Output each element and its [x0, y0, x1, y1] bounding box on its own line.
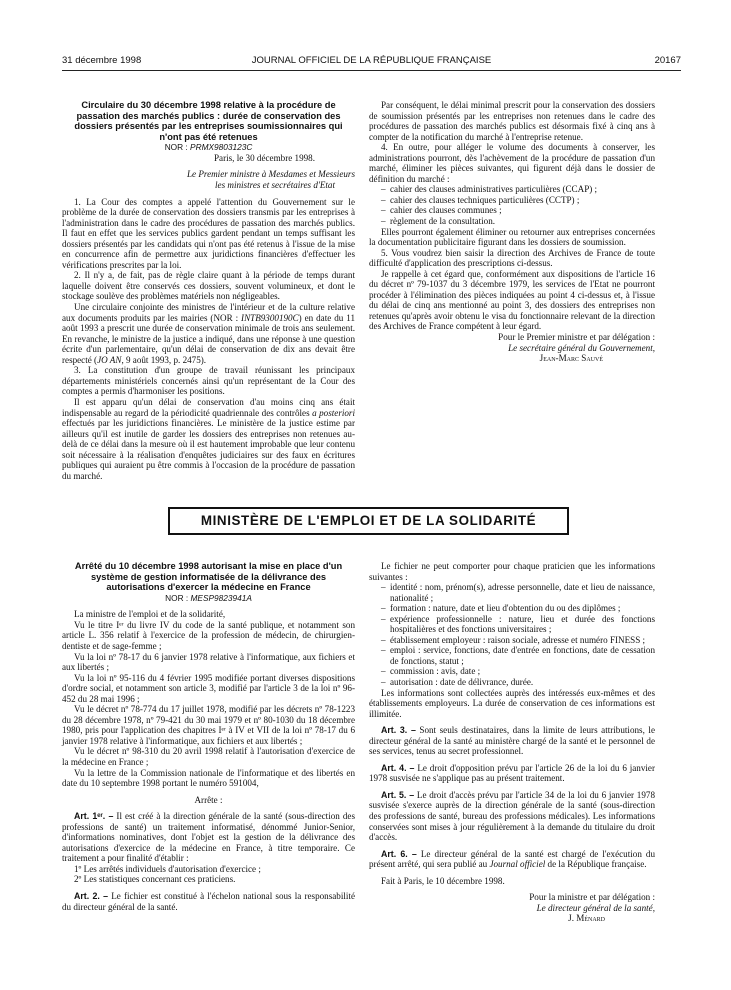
article-3: Art. 3. – Sont seuls destinataires, dans la limite de leurs attributions, le directeur général de la santé au ministère chargé de la santé et le personnel de ses services, tenus au secret professionnel.: [369, 725, 655, 757]
fichier-information-list: [369, 582, 655, 687]
circulaire-paragraph-1: 1. La Cour des comptes a appelé l'attention du Gouvernement sur le problème de la durée de conservation des dossiers transmis par les entreprises à l'administration dans le cadre des procédures de passation des marchés publics. Il faut en effet que les services publics gardent pendant un temps suffisant les dossiers présentés par les candidats qui n'ont pas été retenus à l'issue de la mise en concurrence afin de permettre aux juridictions financières d'effectuer les vérifications prescrites par la loi.: [62, 196, 355, 270]
arrete-column-right: [369, 561, 655, 924]
circulaire-signature-title: Le secrétaire général du Gouvernement,: [508, 342, 655, 353]
list-item: – cahier des clauses administratives particulières (CCAP) ;: [381, 184, 655, 195]
arrete-vu-6: Vu la lettre de la Commission nationale de l'informatique et des libertés en date du 10 septembre 1998 portant le numéro 591004,: [62, 767, 355, 789]
article-4: Art. 4. – Le droit d'opposition prévu par l'article 26 de la loi du 6 janvier 1978 susvisée ne s'applique pas au présent traitement.: [369, 762, 655, 784]
circulaire-paragraph-5: Il est apparu qu'un délai de conservation d'au moins cinq ans était indispensable au regard de la périodicité quadriennale des contrôles a posteriori effectués par les juridictions financières. Le ministère de la justice estime par ailleurs qu'il est inutile de garder les dossiers des entreprises non retenues au-delà de ce délai dans la mesure où il est hautement improbable que leur contenu soit nécessaire à la réalisation d'enquêtes judiciaires sur des faux en écritures publiques qui auraient pu être commis à l'occasion de la procédure de passation du marché.: [62, 396, 355, 481]
article-2: Art. 2. – Le fichier est constitué à l'échelon national sous la responsabilité du directeur général de la santé.: [62, 891, 355, 912]
header-page-number: 20167: [654, 55, 681, 66]
list-item: – identité : nom, prénom(s), adresse personnelle, date et lieu de naissance, nationalité ;: [381, 582, 655, 603]
circulaire-paragraph-2: 2. Il n'y a, de fait, pas de règle claire quant à la période de temps durant laquelle doivent être conservés ces dossiers, souvent volumineux, et dont le stockage soulève des problèmes matériels non négligeables.: [62, 270, 355, 302]
arrete-vu-2: Vu la loi nº 78-17 du 6 janvier 1978 relative à l'informatique, aux fichiers et aux libertés ;: [62, 651, 355, 673]
list-item: – cahier des clauses techniques particulières (CCTP) ;: [381, 195, 655, 206]
arrete-vu-4: Vu le décret nº 78-774 du 17 juillet 1978, modifié par les décrets nº 78-1223 du 28 décembre 1978, nº 79-421 du 30 mai 1979 et nº 80-1030 du 18 décembre 1980, pris pour l'application des chapitres Iᵉʳ à IV et VII de la loi nº 78-17 du 6 janvier 1978 relative à l'informatique, aux fichiers et aux libertés ;: [62, 704, 355, 746]
circulaire-paragraph-9: 5. Vous voudrez bien saisir la direction des Archives de France de toute difficulté d'application des prescriptions ci-dessus.: [369, 247, 655, 269]
arrete-label: Arrête :: [194, 794, 223, 805]
ministry-banner: MINISTÈRE DE L'EMPLOI ET DE LA SOLIDARITÉ: [168, 507, 569, 535]
arrete-column-left: [62, 561, 355, 912]
article-1-label: Art. 1ᵉʳ. –: [74, 811, 114, 822]
arrete-vu-1: Vu le titre Iᵉʳ du livre IV du code de la santé publique, et notamment son article L. 356 relatif à l'exercice de la profession de médecin, de chirurgien-dentiste et de sage-femme ;: [62, 619, 355, 651]
header-journal-title: JOURNAL OFFICIEL DE LA RÉPUBLIQUE FRANÇAISE: [251, 55, 492, 66]
circulaire-paragraph-3: Une circulaire conjointe des ministres de l'intérieur et de la culture relative aux documents produits par les mairies (NOR : INTB9300190C) en date du 11 août 1993 a prescrit une durée de conservation minimale de trois ans seulement. En revanche, le ministre de la justice a indiqué, dans une réponse à une question écrite d'un parlementaire, qu'un délai de conservation de dix ans devait être respecté (JO AN, 9 août 1993, p. 2475).: [62, 302, 355, 365]
circulaire-paragraph-7: 4. En outre, pour alléger le volume des documents à conserver, les administrations pourront, dès l'achèvement de la procédure de passation d'un marché, éliminer les pièces suivantes, qui figurent déjà dans le dossier de définition du marché :: [369, 142, 655, 184]
article-6: Art. 6. – Le directeur général de la santé est chargé de l'exécution du présent arrêté, qui sera publié au Journal officiel de la République française.: [369, 848, 655, 870]
article-5: Art. 5. – Le droit d'accès prévu par l'article 34 de la loi du 6 janvier 1978 susvisée s'exerce auprès de la direction générale de la santé (sous-direction des professions de santé, bureau des professions médicales). Les informations conservées sont mises à jour régulièrement à la demande du titulaire du droit d'accès.: [369, 789, 655, 843]
article-6-label: Art. 6. –: [381, 848, 417, 859]
circulaire-paragraph-8: Elles pourront également éliminer ou retourner aux entreprises concernées la documentation publicitaire figurant dans les dossiers de soumission.: [369, 226, 655, 248]
arrete-nor: NOR : MESP9823941A: [165, 592, 252, 603]
arrete-signature-title: Le directeur général de la santé,: [536, 902, 655, 913]
circulaire-document-list: [369, 184, 655, 226]
circulaire-paragraph-10: Je rappelle à cet égard que, conformément aux dispositions de l'article 16 du décret nº 79-1037 du 3 décembre 1979, les services de l'Etat ne pourront procéder à l'élimination des pièces indiquées au point 4 ci-dessus et, à l'issue du délai de cinq ans mentionné au point 3, des dossiers des entreprises non retenues qu'après avoir obtenu le visa du fonctionnaire relevant de la direction des Archives de France compétent à leur égard.: [369, 268, 655, 332]
article-3-label: Art. 3. –: [381, 725, 416, 736]
list-item: – commission : avis, date ;: [381, 666, 655, 677]
circulaire-title: Circulaire du 30 décembre 1998 relative à la procédure de passation des marchés publics : durée de conservation des dossiers présentés par les entreprises soumissionnaires qui n'ont pas été retenues: [74, 100, 343, 142]
circulaire-column-left: [62, 100, 355, 481]
circulaire-signature-delegation: Pour le Premier ministre et par délégation :: [498, 332, 655, 343]
list-item: – emploi : service, fonctions, date d'entrée en fonctions, date de cessation de fonctions, statut ;: [381, 645, 655, 666]
list-item: – établissement employeur : raison sociale, adresse et numéro FINESS ;: [381, 635, 655, 646]
arrete-minister: La ministre de l'emploi et de la solidarité,: [74, 609, 226, 620]
list-item: – règlement de la consultation.: [381, 216, 655, 227]
header-rule: [62, 70, 681, 71]
circulaire-paragraph-6: Par conséquent, le délai minimal prescrit pour la conservation des dossiers de soumission présentés par les entreprises non retenues dans le cadre des procédures de passation des marchés publics est désormais fixé à cinq ans à compter de la notification du marché à l'entreprise retenue.: [369, 100, 655, 142]
article-4-label: Art. 4. –: [381, 762, 415, 773]
arrete-signature-delegation: Pour la ministre et par délégation :: [529, 892, 655, 903]
circulaire-nor: NOR : PRMX9803123C: [164, 142, 253, 153]
article-2-label: Art. 2. –: [74, 891, 109, 901]
circulaire-place-date: Paris, le 30 décembre 1998.: [213, 152, 315, 163]
list-item: – autorisation : date de délivrance, durée.: [381, 677, 655, 688]
header-date: 31 décembre 1998: [62, 55, 142, 66]
arrete-signatory-name: J. Ménard: [568, 913, 605, 924]
article-1: Art. 1ᵉʳ. – Il est créé à la direction générale de la santé (sous-direction des professions de santé) un traitement informatisé, dénommé Junior-Senior, d'informations nominatives, dont l'objet est la gestion de la délivrance des autorisations d'exercice de la médecine en France, à titre temporaire. Ce traitement a pour finalité d'établir :: [62, 811, 355, 864]
circulaire-column-right: [369, 100, 655, 364]
list-item: – cahier des clauses communes ;: [381, 205, 655, 216]
arrete-fait: Fait à Paris, le 10 décembre 1998.: [381, 875, 505, 886]
circulaire-addressee-line-1: Le Premier ministre à Mesdames et Messieurs: [186, 169, 355, 180]
article-1-item-2: 2º Les statistiques concernant ces praticiens.: [74, 874, 236, 885]
arrete-vu-5: Vu le décret nº 98-310 du 20 avril 1998 relatif à l'autorisation d'exercice de la médecine en France ;: [62, 746, 355, 767]
circulaire-nor-code: PRMX9803123C: [190, 142, 253, 153]
fichier-outro: Les informations sont collectées auprès des intéressés eux-mêmes et des établissements employeurs. La durée de conservation de ces informations est illimitée.: [369, 687, 655, 719]
arrete-vu-3: Vu la loi nº 95-116 du 4 février 1995 modifiée portant diverses dispositions d'ordre social, et notamment son article 3, modifié par l'article 3 de la loi nº 96-452 du 28 mai 1996 ;: [62, 672, 355, 704]
circulaire-addressee-line-2: les ministres et secrétaires d'Etat: [215, 180, 335, 191]
circulaire-signatory-name: Jean-Marc Sauvé: [539, 353, 603, 364]
article-1-item-1: 1º Les arrêtés individuels d'autorisation d'exercice ;: [74, 863, 261, 874]
arrete-title: Arrêté du 10 décembre 1998 autorisant la mise en place d'un système de gestion informatisée de la délivrance des autorisations d'exercer la médecine en France: [74, 561, 343, 593]
list-item: – formation : nature, date et lieu d'obtention du ou des diplômes ;: [381, 603, 655, 614]
page-header: [62, 54, 681, 68]
arrete-nor-code: MESP9823941A: [190, 592, 252, 603]
fichier-intro: Le fichier ne peut comporter pour chaque praticien que les informations suivantes :: [369, 561, 655, 582]
list-item: – expérience professionnelle : nature, lieu et durée des fonctions hospitalières et des fonctions universitaires ;: [381, 614, 655, 635]
circulaire-paragraph-4: 3. La constitution d'un groupe de travail réunissant les principaux départements ministériels concernés ainsi qu'un représentant de la Cour des comptes a permis d'harmoniser les positions.: [62, 365, 355, 397]
article-5-label: Art. 5. –: [381, 789, 415, 800]
